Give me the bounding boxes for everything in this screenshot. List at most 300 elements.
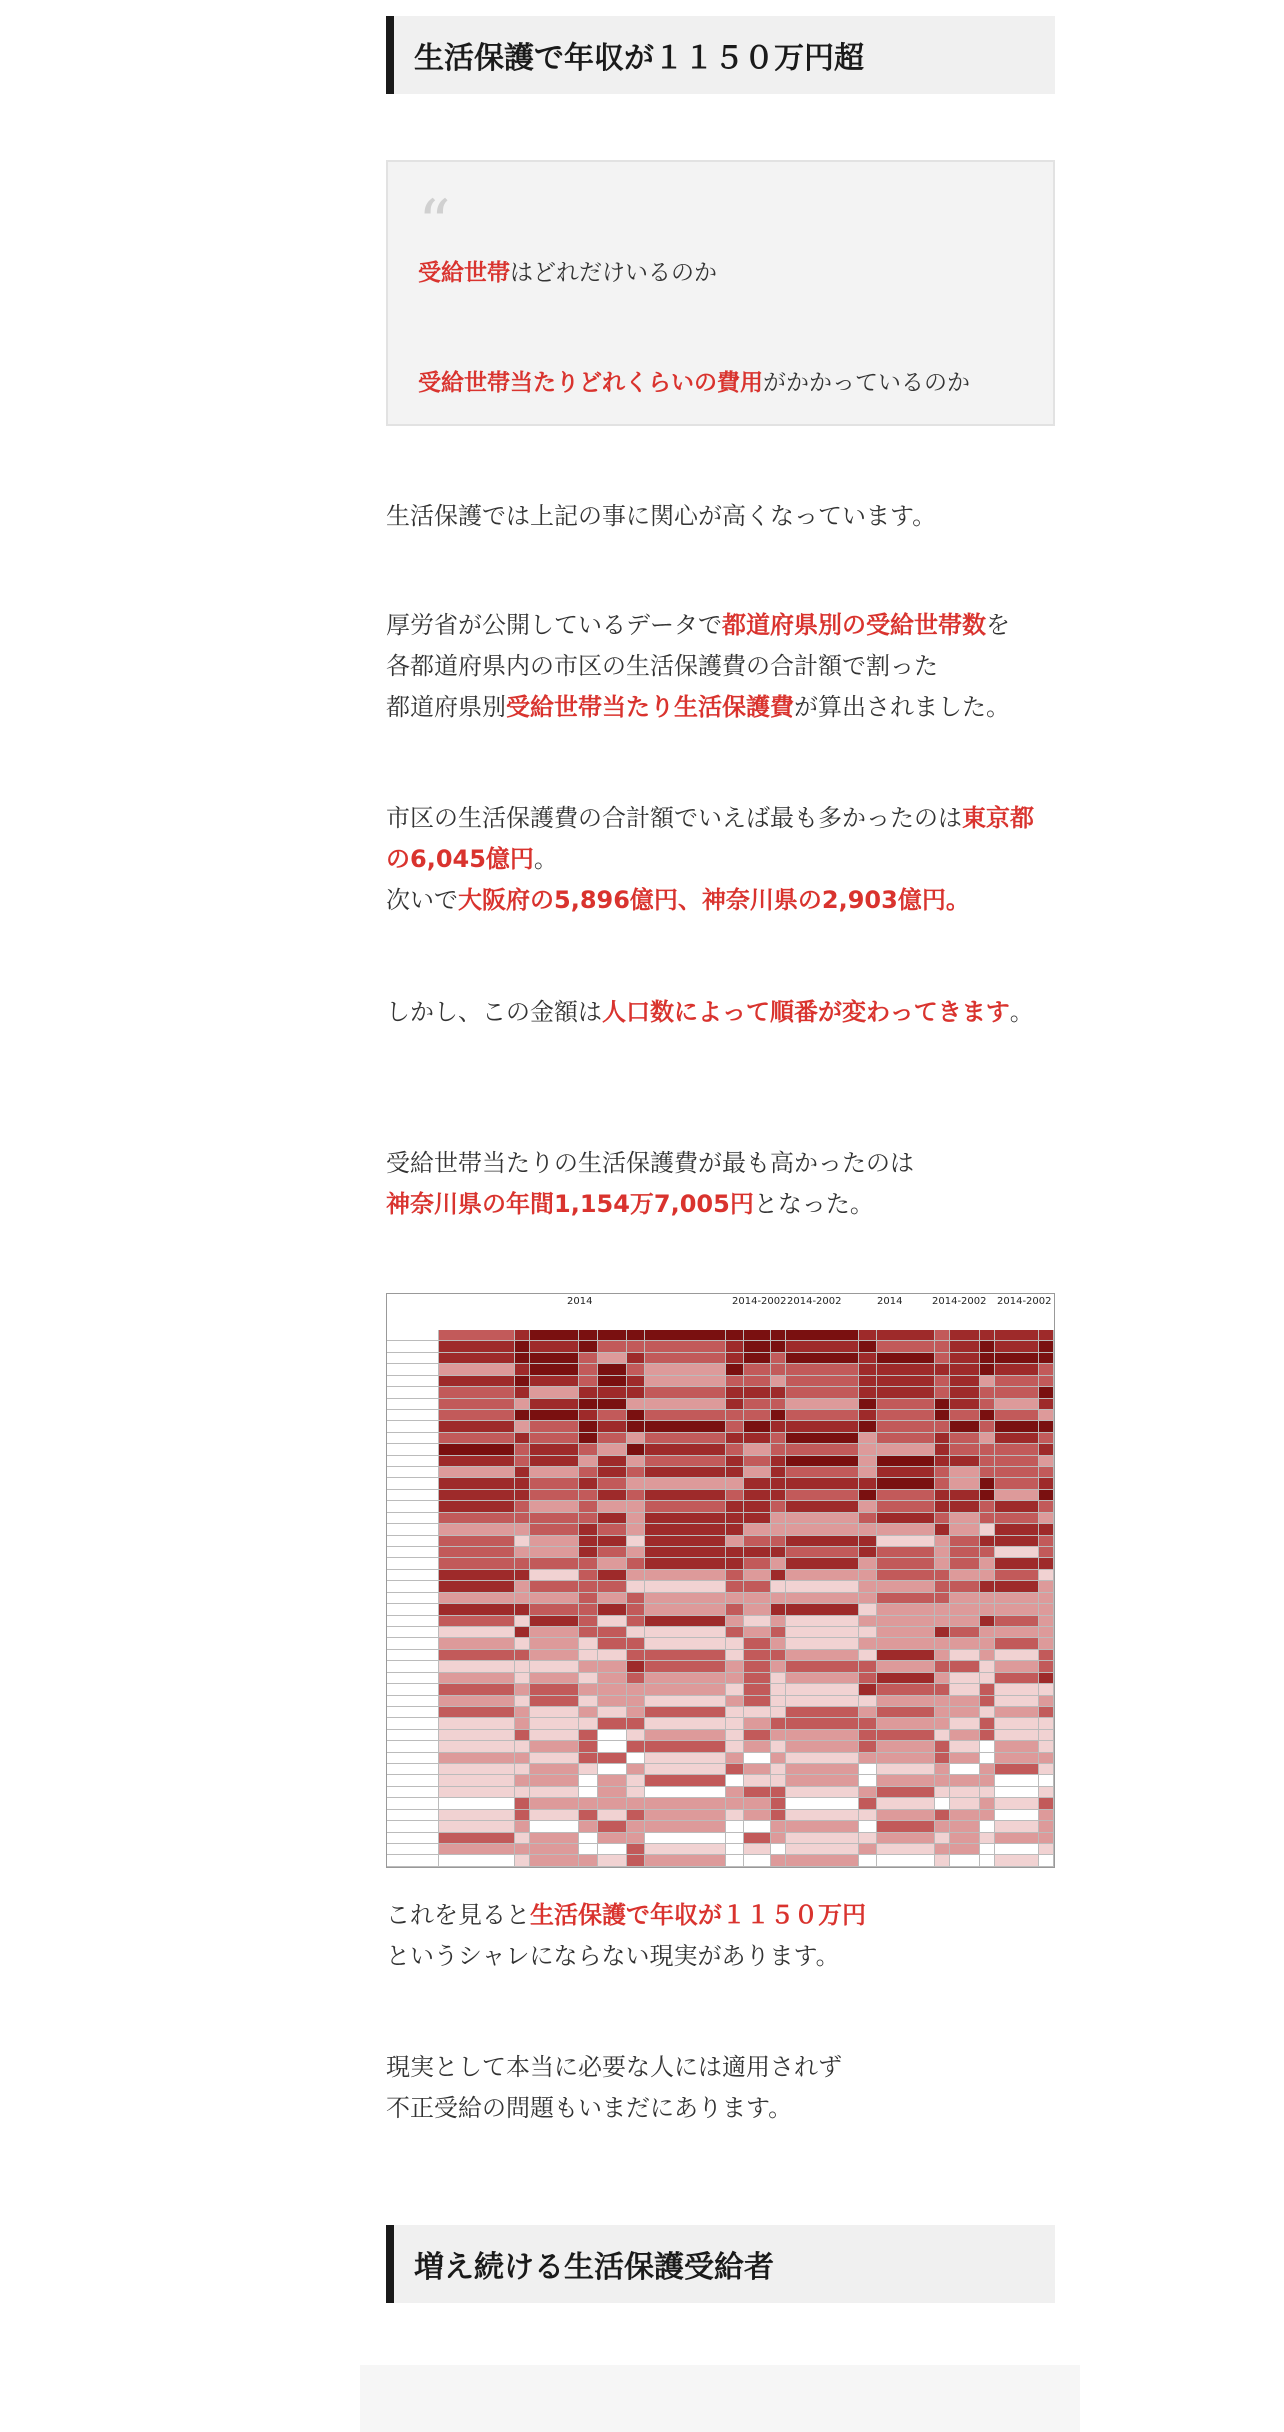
table-cell bbox=[935, 1456, 950, 1466]
table-cell bbox=[530, 1536, 580, 1546]
table-cell bbox=[950, 1330, 980, 1340]
table-cell bbox=[726, 1467, 744, 1477]
table-cell bbox=[627, 1855, 645, 1865]
table-cell bbox=[579, 1718, 597, 1728]
table-cell bbox=[877, 1581, 935, 1591]
table-cell bbox=[877, 1673, 935, 1683]
table-cell bbox=[980, 1410, 995, 1420]
table-cell bbox=[530, 1696, 580, 1706]
table-cell bbox=[515, 1524, 530, 1534]
table-cell bbox=[786, 1410, 858, 1420]
table-cell bbox=[726, 1330, 744, 1340]
table-cell bbox=[598, 1353, 628, 1363]
table-cell bbox=[579, 1387, 597, 1397]
table-cell bbox=[726, 1456, 744, 1466]
table-cell bbox=[627, 1456, 645, 1466]
table-cell bbox=[744, 1741, 771, 1751]
table-cell bbox=[877, 1627, 935, 1637]
table-cell bbox=[950, 1444, 980, 1454]
table-cell bbox=[980, 1353, 995, 1363]
table-cell bbox=[579, 1330, 597, 1340]
table-cell bbox=[950, 1753, 980, 1763]
table-cell bbox=[439, 1753, 514, 1763]
table-cell bbox=[935, 1513, 950, 1523]
table-cell bbox=[439, 1661, 514, 1671]
table-cell bbox=[726, 1753, 744, 1763]
table-cell bbox=[645, 1467, 726, 1477]
table-cell bbox=[950, 1456, 980, 1466]
table-cell bbox=[598, 1341, 628, 1351]
table-cell bbox=[980, 1478, 995, 1488]
table-cell bbox=[771, 1456, 786, 1466]
table-cell bbox=[439, 1684, 514, 1694]
table-cell bbox=[1039, 1753, 1054, 1763]
table-cell bbox=[515, 1501, 530, 1511]
table-cell bbox=[726, 1341, 744, 1351]
table-cell bbox=[598, 1376, 628, 1386]
table-cell bbox=[877, 1616, 935, 1626]
table-cell bbox=[439, 1638, 514, 1648]
table-cell bbox=[935, 1524, 950, 1534]
table-cell bbox=[980, 1741, 995, 1751]
table-cell bbox=[744, 1353, 771, 1363]
table-cell bbox=[645, 1399, 726, 1409]
table-cell bbox=[726, 1478, 744, 1488]
table-cell bbox=[439, 1696, 514, 1706]
table-cell bbox=[1039, 1524, 1054, 1534]
table-cell bbox=[1039, 1718, 1054, 1728]
table-cell bbox=[980, 1364, 995, 1374]
section-heading-1-text: 生活保護で年収が１１５０万円超 bbox=[414, 41, 864, 76]
table-cell bbox=[950, 1730, 980, 1740]
table-cell bbox=[950, 1421, 980, 1431]
table-cell bbox=[950, 1764, 980, 1774]
table-cell bbox=[786, 1444, 858, 1454]
table-cell bbox=[995, 1376, 1039, 1386]
table-cell bbox=[786, 1330, 858, 1340]
table-row bbox=[387, 1730, 1054, 1741]
table-cell bbox=[387, 1696, 439, 1706]
table-cell bbox=[579, 1764, 597, 1774]
table-cell bbox=[935, 1364, 950, 1374]
table-cell bbox=[579, 1570, 597, 1580]
table-cell bbox=[786, 1524, 858, 1534]
table-cell bbox=[530, 1604, 580, 1614]
table-cell bbox=[515, 1753, 530, 1763]
table-cell bbox=[645, 1524, 726, 1534]
table-cell bbox=[995, 1775, 1039, 1785]
table-cell bbox=[980, 1627, 995, 1637]
table-cell bbox=[771, 1558, 786, 1568]
table-cell bbox=[645, 1536, 726, 1546]
table-cell bbox=[515, 1558, 530, 1568]
table-cell bbox=[627, 1444, 645, 1454]
table-cell bbox=[645, 1604, 726, 1614]
table-cell bbox=[859, 1490, 877, 1500]
table-cell bbox=[935, 1330, 950, 1340]
table-cell bbox=[786, 1501, 858, 1511]
table-cell bbox=[726, 1524, 744, 1534]
table-cell bbox=[877, 1775, 935, 1785]
table-cell bbox=[1039, 1364, 1054, 1374]
table-cell bbox=[439, 1730, 514, 1740]
table-cell bbox=[859, 1684, 877, 1694]
table-cell bbox=[980, 1467, 995, 1477]
table-cell bbox=[387, 1513, 439, 1523]
table-cell bbox=[786, 1775, 858, 1785]
table-cell bbox=[598, 1684, 628, 1694]
table-cell bbox=[645, 1696, 726, 1706]
table-cell bbox=[530, 1684, 580, 1694]
table-cell bbox=[515, 1536, 530, 1546]
table-cell bbox=[950, 1673, 980, 1683]
table-cell bbox=[771, 1399, 786, 1409]
table-row bbox=[387, 1501, 1054, 1512]
table-cell bbox=[771, 1421, 786, 1431]
table-cell bbox=[579, 1741, 597, 1751]
table-row bbox=[387, 1364, 1054, 1375]
table-cell bbox=[744, 1524, 771, 1534]
table-cell bbox=[439, 1775, 514, 1785]
table-cell bbox=[771, 1478, 786, 1488]
table-cell bbox=[950, 1798, 980, 1808]
table-cell bbox=[744, 1707, 771, 1717]
table-cell bbox=[645, 1741, 726, 1751]
table-cell bbox=[515, 1364, 530, 1374]
table-cell bbox=[771, 1855, 786, 1865]
table-cell bbox=[1039, 1593, 1054, 1603]
table-cell bbox=[995, 1410, 1039, 1420]
table-cell bbox=[771, 1696, 786, 1706]
table-cell bbox=[935, 1353, 950, 1363]
table-cell bbox=[744, 1387, 771, 1397]
table-cell bbox=[950, 1844, 980, 1854]
table-cell bbox=[726, 1798, 744, 1808]
table-cell bbox=[980, 1399, 995, 1409]
table-cell bbox=[726, 1353, 744, 1363]
table-cell bbox=[935, 1341, 950, 1351]
quote-mark-icon: “ bbox=[418, 187, 451, 261]
table-cell bbox=[1039, 1536, 1054, 1546]
table-cell bbox=[1039, 1696, 1054, 1706]
table-cell bbox=[530, 1707, 580, 1717]
table-cell bbox=[726, 1616, 744, 1626]
table-cell bbox=[1039, 1707, 1054, 1717]
table-cell bbox=[935, 1810, 950, 1820]
table-cell bbox=[579, 1627, 597, 1637]
table-cell bbox=[515, 1696, 530, 1706]
table-cell bbox=[530, 1570, 580, 1580]
table-cell bbox=[744, 1501, 771, 1511]
table-cell bbox=[627, 1593, 645, 1603]
table-cell bbox=[1039, 1376, 1054, 1386]
table-cell bbox=[995, 1855, 1039, 1865]
table-cell bbox=[771, 1364, 786, 1374]
table-cell bbox=[530, 1513, 580, 1523]
table-cell bbox=[859, 1810, 877, 1820]
table-cell bbox=[935, 1616, 950, 1626]
table-cell bbox=[859, 1844, 877, 1854]
table-cell bbox=[744, 1570, 771, 1580]
table-cell bbox=[515, 1650, 530, 1660]
table-cell bbox=[645, 1661, 726, 1671]
table-cell bbox=[771, 1684, 786, 1694]
table-cell bbox=[598, 1787, 628, 1797]
table-cell bbox=[598, 1844, 628, 1854]
table-cell bbox=[771, 1581, 786, 1591]
table-cell bbox=[950, 1627, 980, 1637]
table-cell bbox=[387, 1604, 439, 1614]
table-cell bbox=[515, 1467, 530, 1477]
table-cell bbox=[980, 1536, 995, 1546]
table-cell bbox=[387, 1833, 439, 1843]
table-cell bbox=[995, 1821, 1039, 1831]
table-cell bbox=[995, 1456, 1039, 1466]
table-cell bbox=[980, 1696, 995, 1706]
table-cell bbox=[726, 1501, 744, 1511]
table-cell bbox=[980, 1433, 995, 1443]
table-cell bbox=[627, 1547, 645, 1557]
table-cell bbox=[439, 1364, 514, 1374]
table-cell bbox=[995, 1330, 1039, 1340]
table-cell bbox=[859, 1753, 877, 1763]
table-cell bbox=[995, 1604, 1039, 1614]
table-cell bbox=[877, 1650, 935, 1660]
table-cell bbox=[980, 1616, 995, 1626]
table-cell bbox=[726, 1730, 744, 1740]
table-cell bbox=[995, 1433, 1039, 1443]
table-cell bbox=[645, 1753, 726, 1763]
table-cell bbox=[627, 1753, 645, 1763]
table-cell bbox=[980, 1855, 995, 1865]
table-cell bbox=[859, 1593, 877, 1603]
table-cell bbox=[627, 1798, 645, 1808]
table-cell bbox=[744, 1684, 771, 1694]
table-cell bbox=[627, 1661, 645, 1671]
table-cell bbox=[387, 1456, 439, 1466]
table-cell bbox=[950, 1376, 980, 1386]
section-heading-1 bbox=[386, 16, 1055, 94]
table-cell bbox=[786, 1844, 858, 1854]
table-cell bbox=[598, 1593, 628, 1603]
table-cell bbox=[786, 1673, 858, 1683]
table-cell bbox=[598, 1444, 628, 1454]
table-cell bbox=[726, 1855, 744, 1865]
table-cell bbox=[645, 1775, 726, 1785]
table-cell bbox=[627, 1684, 645, 1694]
table-cell bbox=[645, 1684, 726, 1694]
table-cell bbox=[726, 1547, 744, 1557]
table-cell bbox=[744, 1593, 771, 1603]
table-cell bbox=[995, 1353, 1039, 1363]
table-cell bbox=[744, 1513, 771, 1523]
prefecture-data-table-image bbox=[386, 1293, 1055, 1868]
table-cell bbox=[598, 1421, 628, 1431]
table-cell bbox=[627, 1376, 645, 1386]
table-cell bbox=[726, 1581, 744, 1591]
table-cell bbox=[726, 1696, 744, 1706]
table-cell bbox=[980, 1444, 995, 1454]
table-cell bbox=[439, 1616, 514, 1626]
table-cell bbox=[877, 1558, 935, 1568]
table-cell bbox=[744, 1604, 771, 1614]
table-cell bbox=[950, 1833, 980, 1843]
table-cell bbox=[726, 1399, 744, 1409]
table-cell bbox=[935, 1604, 950, 1614]
table-cell bbox=[877, 1661, 935, 1671]
table-cell bbox=[1039, 1844, 1054, 1854]
table-cell bbox=[726, 1707, 744, 1717]
table-cell bbox=[1039, 1353, 1054, 1363]
table-row bbox=[387, 1558, 1054, 1569]
table-cell bbox=[439, 1513, 514, 1523]
table-row bbox=[387, 1627, 1054, 1638]
table-cell bbox=[579, 1536, 597, 1546]
table-row bbox=[387, 1456, 1054, 1467]
table-cell bbox=[726, 1604, 744, 1614]
table-cell bbox=[598, 1330, 628, 1340]
table-cell bbox=[744, 1376, 771, 1386]
table-row bbox=[387, 1775, 1054, 1786]
table-cell bbox=[579, 1421, 597, 1431]
table-cell bbox=[439, 1810, 514, 1820]
table-cell bbox=[995, 1730, 1039, 1740]
table-cell bbox=[980, 1650, 995, 1660]
table-cell bbox=[980, 1387, 995, 1397]
table-cell bbox=[786, 1353, 858, 1363]
table-cell bbox=[726, 1376, 744, 1386]
table-cell bbox=[645, 1558, 726, 1568]
table-cell bbox=[859, 1330, 877, 1340]
table-cell bbox=[771, 1650, 786, 1660]
table-cell bbox=[579, 1696, 597, 1706]
table-cell bbox=[515, 1330, 530, 1340]
table-cell bbox=[1039, 1558, 1054, 1568]
table-cell bbox=[1039, 1627, 1054, 1637]
table-cell bbox=[579, 1478, 597, 1488]
table-cell bbox=[515, 1775, 530, 1785]
table-cell bbox=[1039, 1387, 1054, 1397]
table-cell bbox=[579, 1558, 597, 1568]
table-cell bbox=[579, 1661, 597, 1671]
table-cell bbox=[439, 1421, 514, 1431]
table-cell bbox=[771, 1810, 786, 1820]
table-cell bbox=[771, 1764, 786, 1774]
table-cell bbox=[744, 1547, 771, 1557]
table-cell bbox=[859, 1855, 877, 1865]
table-row bbox=[387, 1341, 1054, 1352]
table-cell bbox=[627, 1627, 645, 1637]
table-cell bbox=[530, 1558, 580, 1568]
table-cell bbox=[726, 1444, 744, 1454]
table-cell bbox=[950, 1536, 980, 1546]
table-cell bbox=[771, 1673, 786, 1683]
table-cell bbox=[980, 1456, 995, 1466]
table-cell bbox=[950, 1433, 980, 1443]
table-cell bbox=[515, 1638, 530, 1648]
table-row bbox=[387, 1810, 1054, 1821]
table-cell bbox=[627, 1764, 645, 1774]
table-cell bbox=[744, 1536, 771, 1546]
table-cell bbox=[530, 1650, 580, 1660]
table-cell bbox=[786, 1718, 858, 1728]
table-cell bbox=[995, 1787, 1039, 1797]
table-row bbox=[387, 1798, 1054, 1809]
table-cell bbox=[980, 1707, 995, 1717]
table-cell bbox=[439, 1467, 514, 1477]
table-cell bbox=[744, 1833, 771, 1843]
table-cell bbox=[1039, 1410, 1054, 1420]
table-cell bbox=[439, 1478, 514, 1488]
table-cell bbox=[771, 1661, 786, 1671]
table-cell bbox=[515, 1456, 530, 1466]
table-cell bbox=[995, 1650, 1039, 1660]
table-cell bbox=[1039, 1661, 1054, 1671]
table-cell bbox=[859, 1513, 877, 1523]
table-cell bbox=[859, 1364, 877, 1374]
table-cell bbox=[786, 1364, 858, 1374]
table-cell bbox=[387, 1536, 439, 1546]
table-cell bbox=[980, 1376, 995, 1386]
table-cell bbox=[859, 1718, 877, 1728]
table-cell bbox=[877, 1570, 935, 1580]
table-cell bbox=[579, 1501, 597, 1511]
table-cell bbox=[935, 1855, 950, 1865]
table-row bbox=[387, 1444, 1054, 1455]
table-cell bbox=[859, 1775, 877, 1785]
table-cell bbox=[579, 1810, 597, 1820]
table-cell bbox=[726, 1638, 744, 1648]
table-cell bbox=[950, 1787, 980, 1797]
table-cell bbox=[530, 1341, 580, 1351]
table-cell bbox=[598, 1456, 628, 1466]
table-cell bbox=[726, 1513, 744, 1523]
table-cell bbox=[387, 1707, 439, 1717]
table-cell bbox=[1039, 1787, 1054, 1797]
table-cell bbox=[995, 1444, 1039, 1454]
table-cell bbox=[598, 1513, 628, 1523]
table-cell bbox=[439, 1627, 514, 1637]
table-cell bbox=[645, 1821, 726, 1831]
table-cell bbox=[877, 1810, 935, 1820]
table-cell bbox=[530, 1501, 580, 1511]
table-cell bbox=[950, 1661, 980, 1671]
table-cell bbox=[1039, 1833, 1054, 1843]
table-cell bbox=[530, 1399, 580, 1409]
table-cell bbox=[530, 1387, 580, 1397]
table-cell bbox=[877, 1798, 935, 1808]
table-cell bbox=[579, 1753, 597, 1763]
table-cell bbox=[387, 1593, 439, 1603]
table-cell bbox=[515, 1387, 530, 1397]
table-cell bbox=[530, 1821, 580, 1831]
table-cell bbox=[530, 1627, 580, 1637]
table-cell bbox=[935, 1753, 950, 1763]
table-cell bbox=[995, 1673, 1039, 1683]
table-cell bbox=[859, 1478, 877, 1488]
table-row bbox=[387, 1855, 1054, 1866]
next-content-box bbox=[360, 2365, 1080, 2432]
table-cell bbox=[726, 1364, 744, 1374]
blockquote bbox=[386, 160, 1055, 426]
table-cell bbox=[515, 1376, 530, 1386]
table-cell bbox=[859, 1558, 877, 1568]
table-cell bbox=[877, 1764, 935, 1774]
table-cell bbox=[995, 1536, 1039, 1546]
table-cell bbox=[877, 1741, 935, 1751]
table-cell bbox=[387, 1444, 439, 1454]
table-cell bbox=[935, 1638, 950, 1648]
